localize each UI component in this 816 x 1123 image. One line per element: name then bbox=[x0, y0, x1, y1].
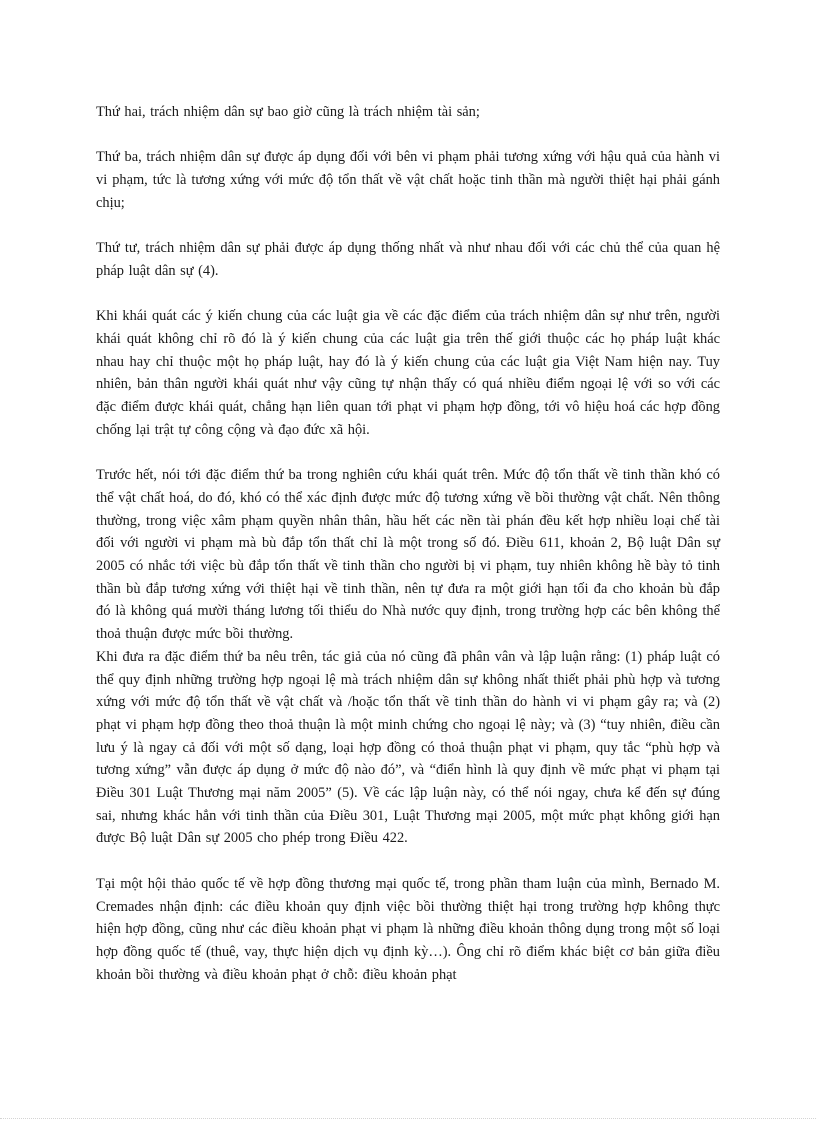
paragraph-khai-quat: Khi khái quát các ý kiến chung của các luật gia về các đặc điểm của trách nhiệm dân sự như trên, người khái quát không chỉ rõ đó là ý kiến chung của các luật gia trên thế giới thuộc các họ pháp luật khác nhau hay chỉ thuộc một họ pháp luật, hay đó là ý kiến chung của các luật gia Việt Nam hiện nay. Tuy nhiên, bản thân người khái quát như vậy cũng tự nhận thấy có quá nhiều điểm ngoại lệ với so với các đặc điểm được khái quát, chẳng hạn liên quan tới phạt vi phạm hợp đồng, tới vô hiệu hoá các hợp đồng chống lại trật tự công cộng và đạo đức xã hội. bbox=[96, 308, 720, 438]
page-bottom-divider bbox=[0, 1118, 816, 1119]
paragraph-thu-hai: Thứ hai, trách nhiệm dân sự bao giờ cũng là trách nhiệm tài sản; bbox=[96, 104, 480, 120]
paragraph-thu-ba: Thứ ba, trách nhiệm dân sự được áp dụng đối với bên vi phạm phải tương xứng với hậu quả của hành vi vi phạm, tức là tương xứng với mức độ tổn thất về vật chất hoặc tinh thần mà người thiệt hại phải gánh chịu; bbox=[96, 149, 720, 211]
document-body bbox=[96, 101, 720, 986]
paragraph-khi-dua-ra: Khi đưa ra đặc điểm thứ ba nêu trên, tác giả của nó cũng đã phân vân và lập luận rằng: (1) pháp luật có thể quy định những trường hợp ngoại lệ mà trách nhiệm dân sự không nhất thiết phải phù hợp và tương xứng với mức độ tổn thất về vật chất và /hoặc tổn thất về tinh thần do hành vi vi phạm gây ra; và (2) phạt vi phạm hợp đồng theo thoả thuận là một minh chứng cho ngoại lệ này; và (3) “tuy nhiên, điều cần lưu ý là ngay cả đối với một số dạng, loại hợp đồng có thoả thuận phạt vi phạm, quy tắc “phù hợp và tương xứng” vẫn được áp dụng ở mức độ nào đó”, và “điển hình là quy định về mức phạt vi phạm tại Điều 301 Luật Thương mại năm 2005” (5). Về các lập luận này, có thể nói ngay, chưa kể đến sự đúng sai, nhưng khác hẳn với tinh thần của Điều 301, Luật Thương mại 2005, một mức phạt không giới hạn được Bộ luật Dân sự 2005 cho phép trong Điều 422. bbox=[96, 648, 720, 847]
paragraph-thu-tu: Thứ tư, trách nhiệm dân sự phải được áp dụng thống nhất và như nhau đối với các chủ thể của quan hệ pháp luật dân sự (4). bbox=[96, 240, 720, 279]
paragraph-truoc-het: Trước hết, nói tới đặc điểm thứ ba trong nghiên cứu khái quát trên. Mức độ tổn thất về tinh thần khó có thể vật chất hoá, do đó, khó có thể xác định được mức độ tương xứng về bồi thường vật chất. Nên thông thường, trong việc xâm phạm quyền nhân thân, hầu hết các nền tài phán đều kết hợp nhiều loại chế tài đối với người vi phạm mà bù đắp tổn thất chỉ là một trong số đó. Điều 611, khoản 2, Bộ luật Dân sự 2005 có nhắc tới việc bù đắp tổn thất về tinh thần cho người bị vi phạm, tuy nhiên không hề bày tỏ tinh thần bù đắp tương xứng với thiệt hại về tinh thần, nên tự đưa ra một giới hạn tối đa cho khoản bù đắp đó là không quá mười tháng lương tối thiểu do Nhà nước quy định, trong trường hợp các bên không thể thoả thuận được mức bồi thường. bbox=[96, 467, 720, 643]
paragraph-hoi-thao: Tại một hội thảo quốc tế về hợp đồng thương mại quốc tế, trong phần tham luận của mình, Bernado M. Cremades nhận định: các điều khoản quy định việc bồi thường thiệt hại trong trường hợp không thực hiện hợp đồng, cũng như các điều khoản phạt vi phạm là những điều khoản thông dụng trong một số loại hợp đồng quốc tế (thuê, vay, thực hiện dịch vụ định kỳ…). Ông chỉ rõ điểm khác biệt cơ bản giữa điều khoản bồi thường và điều khoản phạt ở chỗ: điều khoản phạt bbox=[96, 875, 720, 983]
